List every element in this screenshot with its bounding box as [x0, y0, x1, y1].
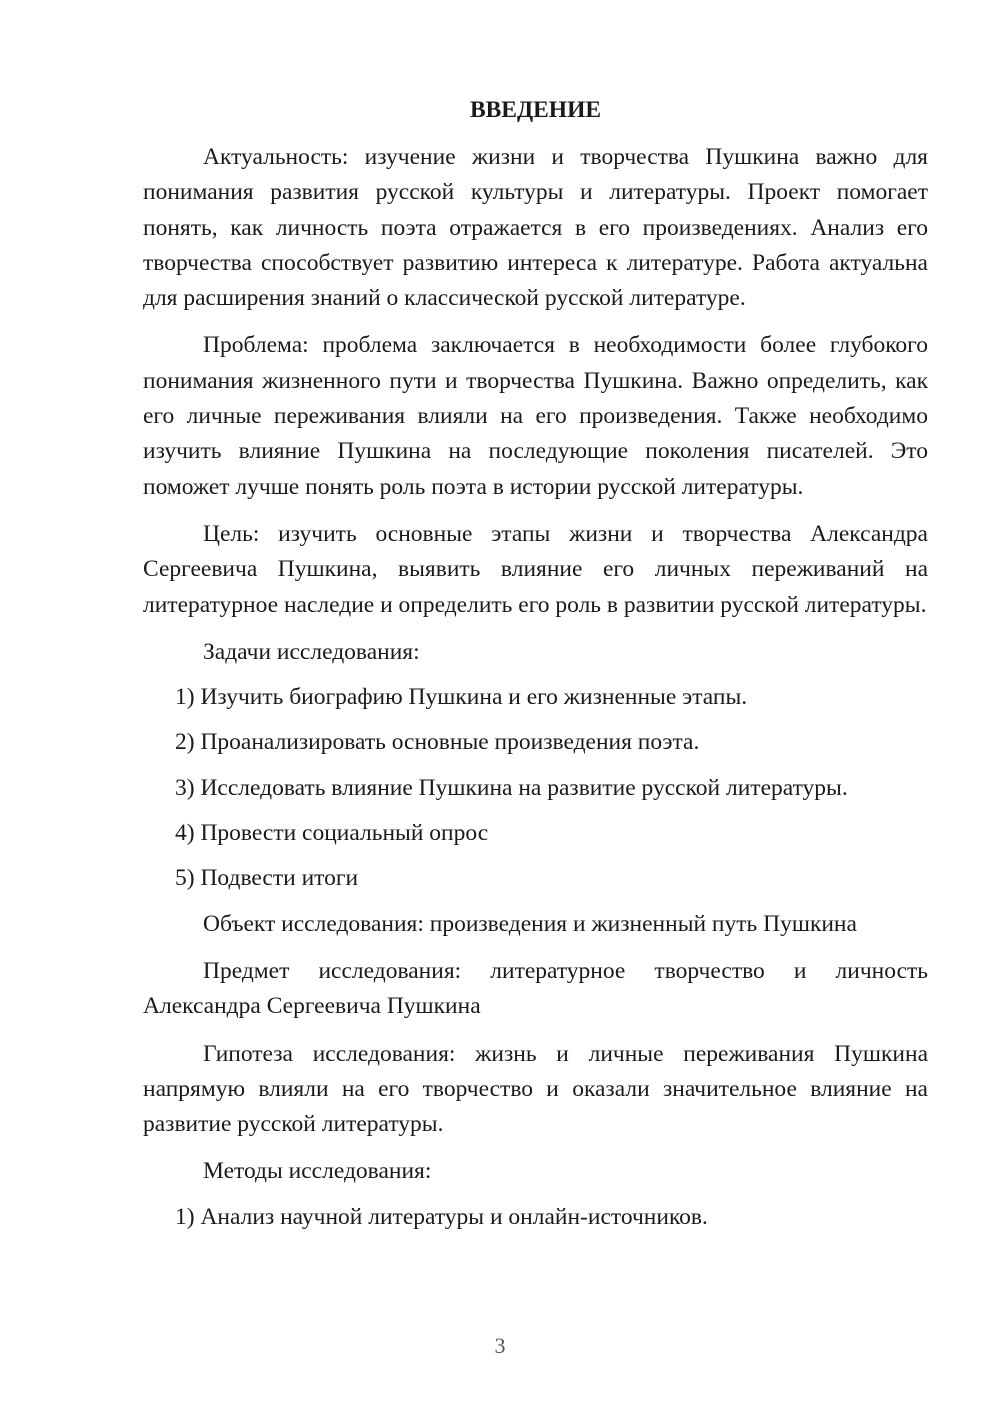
methods-heading: Методы исследования: — [203, 1158, 432, 1185]
task-item: 2) Проанализировать основные произведения поэта. — [175, 729, 700, 756]
task-item: 1) Изучить биографию Пушкина и его жизненные этапы. — [175, 684, 748, 711]
tasks-heading: Задачи исследования: — [203, 638, 420, 665]
goal-paragraph: Цель: изучить основные этапы жизни и творчества Александра Сергеевича Пушкина, выявить влияние его личных переживаний на литературное наследие и определить его роль в развитии русской литературы. — [143, 520, 928, 618]
subject-paragraph: Предмет исследования: литературное творчество и личность Александра Сергеевича Пушкина — [143, 957, 928, 1020]
page-content — [143, 94, 928, 1245]
relevance-paragraph: Актуальность: изучение жизни и творчества Пушкина важно для понимания развития русской культуры и литературы. Проект помогает понять, как личность поэта отражается в его произведениях. Анализ его творчества способствует развитию интереса к литературе. Работа актуальна для расширения знаний о классической русской литературе. — [143, 144, 928, 312]
hypothesis-paragraph: Гипотеза исследования: жизнь и личные переживания Пушкина напрямую влияли на его творчество и оказали значительное влияние на развитие русской литературы. — [143, 1040, 928, 1138]
object-paragraph: Объект исследования: произведения и жизненный путь Пушкина — [203, 910, 857, 937]
task-item: 5) Подвести итоги — [175, 865, 359, 892]
page-number: 3 — [494, 1333, 506, 1358]
task-item: 3) Исследовать влияние Пушкина на развитие русской литературы. — [175, 774, 848, 801]
method-item: 1) Анализ научной литературы и онлайн-источников. — [175, 1203, 708, 1230]
section-title: ВВЕДЕНИЕ — [469, 97, 602, 123]
problem-paragraph: Проблема: проблема заключается в необходимости более глубокого понимания жизненного пути и творчества Пушкина. Важно определить, как его личные переживания влияли на его произведения. Также необходимо изучить влияние Пушкина на последующие поколения писателей. Это поможет лучше понять роль поэта в истории русской литературы. — [143, 332, 928, 500]
task-item: 4) Провести социальный опрос — [175, 820, 489, 847]
